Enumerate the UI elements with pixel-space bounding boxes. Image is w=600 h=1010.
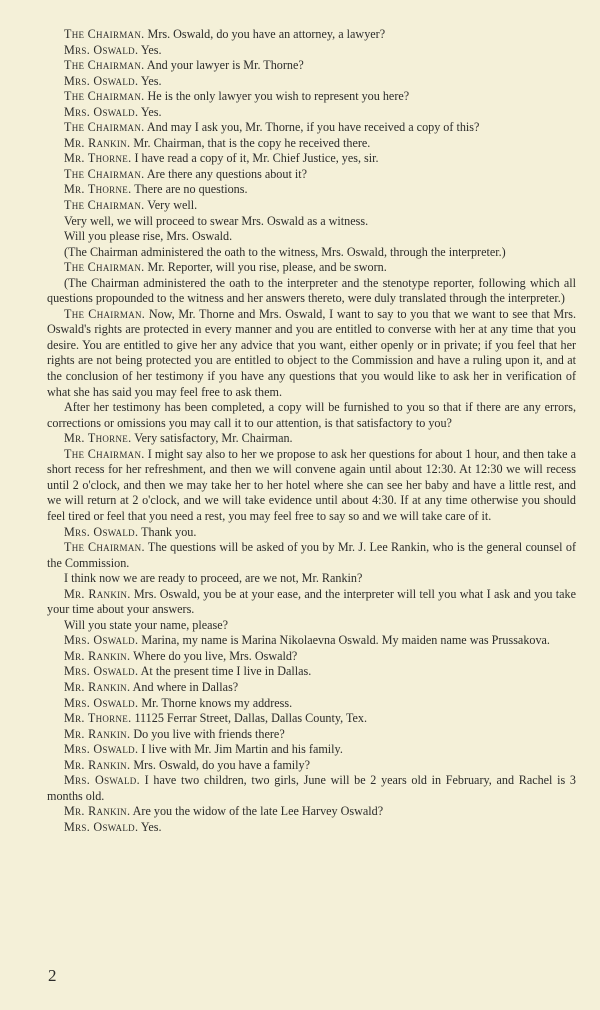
- speaker-name: Mr. Rankin.: [64, 648, 131, 663]
- speaker-name: The Chairman.: [64, 540, 145, 555]
- paragraph-text: Mr. Reporter, will you rise, please, and be sworn.: [144, 260, 387, 275]
- transcript-paragraph: [47, 182, 576, 198]
- paragraph-text: Thank you.: [138, 524, 197, 539]
- paragraph-text: Mrs. Oswald, do you have an attorney, a lawyer?: [144, 27, 386, 41]
- speaker-name: Mr. Rankin.: [64, 586, 131, 601]
- speaker-name: Mrs. Oswald.: [64, 42, 139, 57]
- paragraph-text: 11125 Ferrar Street, Dallas, Dallas County, Tex.: [131, 711, 368, 726]
- speaker-name: Mr. Thorne.: [64, 431, 132, 446]
- paragraph-text: I might say also to her we propose to ask her questions for about 1 hour, and then take a short recess for her refreshment, and then we will convene again until about 12:30. At 12:30 we will recess until 2 o'clock, and then we may take her to her hotel where she can see her baby and have a little rest, and we will return at 2 o'clock, and we will take evidence until about 4:30. If at any time otherwise you should feel tired or feel that you need a rest, you may feel free to say so and we will take care of it.: [47, 446, 576, 523]
- transcript-paragraph: [47, 198, 576, 214]
- paragraph-text: Marina, my name is Marina Nikolaevna Oswald. My maiden name was Prussakova.: [138, 633, 550, 648]
- speaker-name: Mr. Thorne.: [64, 711, 132, 726]
- transcript-paragraph: [47, 167, 576, 183]
- paragraph-text: Will you state your name, please?: [64, 617, 229, 632]
- transcript-paragraph: [47, 136, 576, 152]
- transcript-paragraph: [47, 58, 576, 74]
- paragraph-text: He is the only lawyer you wish to represent you here?: [144, 89, 410, 104]
- speaker-name: Mr. Rankin.: [64, 804, 131, 819]
- transcript-paragraph: [47, 540, 576, 571]
- paragraph-text: Very well.: [144, 198, 198, 213]
- speaker-name: The Chairman.: [64, 120, 145, 135]
- transcript-paragraph: [47, 820, 576, 836]
- paragraph-text: Very well, we will proceed to swear Mrs. Oswald as a witness.: [64, 213, 369, 228]
- speaker-name: Mr. Thorne.: [64, 151, 132, 166]
- transcript-paragraph: [47, 711, 576, 727]
- speaker-name: Mrs. Oswald.: [64, 742, 139, 757]
- transcript-paragraph: [47, 307, 576, 400]
- paragraph-text: Are you the widow of the late Lee Harvey Oswald?: [130, 804, 384, 819]
- speaker-name: Mr. Rankin.: [64, 679, 131, 694]
- paragraph-text: I think now we are ready to proceed, are we not, Mr. Rankin?: [64, 571, 363, 586]
- paragraph-text: Do you live with friends there?: [130, 726, 285, 741]
- speaker-name: Mrs. Oswald.: [64, 695, 139, 710]
- paragraph-text: Where do you live, Mrs. Oswald?: [130, 648, 298, 663]
- paragraph-text: Mrs. Oswald, you be at your ease, and the interpreter will tell you what I ask and you take your time about your answers.: [47, 586, 577, 617]
- paragraph-text: Mr. Thorne knows my address.: [138, 695, 293, 710]
- transcript-paragraph: [47, 664, 576, 680]
- transcript-paragraph: [47, 680, 576, 696]
- paragraph-text: (The Chairman administered the oath to the witness, Mrs. Oswald, through the interpreter.): [64, 244, 506, 259]
- transcript-paragraph: [47, 89, 576, 105]
- paragraph-text: And where in Dallas?: [130, 679, 239, 694]
- transcript-paragraph: [47, 773, 576, 804]
- paragraph-text: And your lawyer is Mr. Thorne?: [144, 58, 304, 73]
- transcript-paragraph: [47, 27, 576, 43]
- transcript-paragraph: [47, 245, 576, 261]
- speaker-name: Mrs. Oswald.: [64, 104, 139, 119]
- speaker-name: The Chairman.: [64, 198, 145, 213]
- transcript-paragraph: [47, 447, 576, 525]
- speaker-name: The Chairman.: [64, 27, 145, 41]
- transcript-paragraph: [47, 587, 576, 618]
- transcript-paragraph: [47, 571, 576, 587]
- transcript-paragraph: [47, 618, 576, 634]
- paragraph-text: Yes.: [138, 104, 162, 119]
- paragraph-text: (The Chairman administered the oath to the interpreter and the stenotype reporter, following which all questions propounded to the witness and her answers thereto, were duly translated through the interpreter.): [47, 275, 576, 306]
- speaker-name: Mr. Rankin.: [64, 135, 131, 150]
- speaker-name: Mrs. Oswald.: [64, 633, 139, 648]
- paragraph-text: And may I ask you, Mr. Thorne, if you have received a copy of this?: [144, 120, 480, 135]
- speaker-name: The Chairman.: [64, 166, 145, 181]
- paragraph-text: Yes.: [138, 42, 162, 57]
- transcript-paragraph: [47, 105, 576, 121]
- transcript-paragraph: [47, 43, 576, 59]
- transcript-paragraph: [47, 260, 576, 276]
- transcript-paragraph: [47, 229, 576, 245]
- transcript-paragraph: [47, 525, 576, 541]
- paragraph-text: Will you please rise, Mrs. Oswald.: [64, 229, 233, 244]
- transcript-paragraph: [47, 633, 576, 649]
- transcript-paragraph: [47, 400, 576, 431]
- transcript-paragraph: [47, 696, 576, 712]
- speaker-name: The Chairman.: [64, 58, 145, 73]
- speaker-name: Mrs. Oswald.: [64, 524, 139, 539]
- paragraph-text: Mrs. Oswald, do you have a family?: [130, 757, 311, 772]
- paragraph-text: I have read a copy of it, Mr. Chief Justice, yes, sir.: [131, 151, 379, 166]
- paragraph-text: At the present time I live in Dallas.: [138, 664, 312, 679]
- paragraph-text: After her testimony has been completed, a copy will be furnished to you so that if there are any errors, corrections or omissions you may call it to our attention, is that satisfactory to you?: [47, 400, 576, 430]
- transcript-paragraph: [47, 758, 576, 774]
- speaker-name: Mrs. Oswald.: [64, 73, 139, 88]
- page-number: 2: [48, 966, 57, 985]
- transcript-paragraph: [47, 804, 576, 820]
- paragraph-text: I have two children, two girls, June will be 2 years old in February, and Rachel is 3 months old.: [47, 773, 576, 803]
- speaker-name: The Chairman.: [64, 89, 145, 104]
- transcript-paragraph: [47, 431, 576, 447]
- paragraph-text: I live with Mr. Jim Martin and his family.: [138, 742, 343, 757]
- transcript-paragraph: [47, 214, 576, 230]
- speaker-name: The Chairman.: [64, 260, 145, 275]
- transcript-paragraph: [47, 120, 576, 136]
- speaker-name: Mr. Rankin.: [64, 726, 131, 741]
- transcript-paragraph: [47, 276, 576, 307]
- speaker-name: Mrs. Oswald.: [64, 664, 139, 679]
- paragraph-text: Now, Mr. Thorne and Mrs. Oswald, I want to say to you that we want to see that Mrs. Oswald's rights are protected in every manner and you are entitled to converse with her at any time that you desire. You are entitled to give her any advice that you want, either openly or in private; if you feel that her rights are not being protected you are entitled to object to the Commission and have a ruling upon it, and at the conclusion of her testimony if you have any questions that you would like to ask her in verification of what she has said you may feel free to ask them.: [47, 306, 576, 399]
- paragraph-text: The questions will be asked of you by Mr. J. Lee Rankin, who is the general counsel of the Commission.: [47, 540, 576, 570]
- transcript-body: [47, 27, 576, 835]
- speaker-name: Mr. Rankin.: [64, 757, 131, 772]
- paragraph-text: Yes.: [138, 819, 162, 834]
- paragraph-text: Yes.: [138, 73, 162, 88]
- transcript-paragraph: [47, 649, 576, 665]
- paragraph-text: Are there any questions about it?: [144, 166, 307, 181]
- paragraph-text: There are no questions.: [131, 182, 248, 197]
- speaker-name: Mr. Thorne.: [64, 182, 132, 197]
- transcript-paragraph: [47, 742, 576, 758]
- paragraph-text: Very satisfactory, Mr. Chairman.: [131, 431, 293, 446]
- transcript-paragraph: [47, 74, 576, 90]
- speaker-name: The Chairman.: [64, 446, 145, 461]
- speaker-name: The Chairman.: [64, 306, 146, 321]
- transcript-paragraph: [47, 151, 576, 167]
- speaker-name: Mrs. Oswald.: [64, 773, 140, 788]
- transcript-paragraph: [47, 727, 576, 743]
- speaker-name: Mrs. Oswald.: [64, 819, 139, 834]
- paragraph-text: Mr. Chairman, that is the copy he received there.: [130, 135, 371, 150]
